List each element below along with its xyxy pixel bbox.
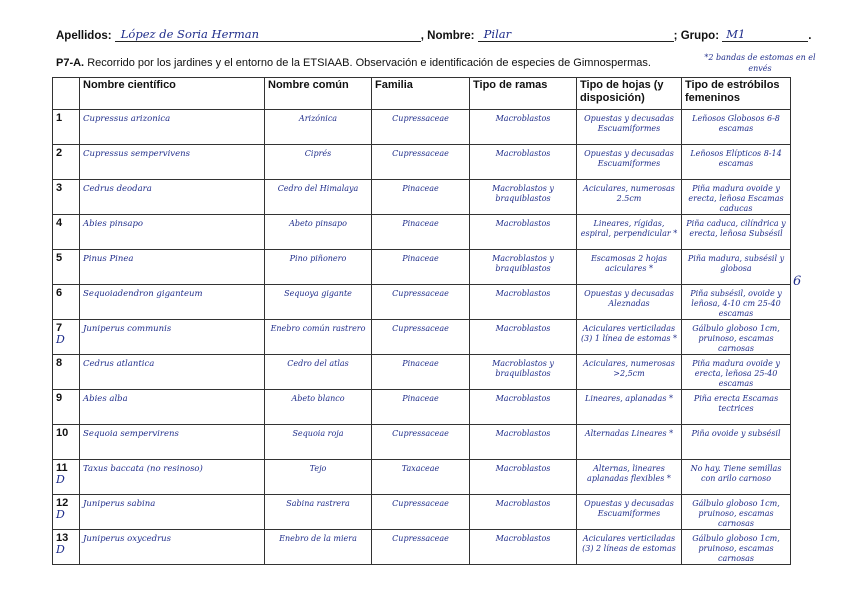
table-row	[53, 145, 791, 180]
common-name-cell[interactable]: Pino piñonero	[265, 250, 372, 285]
row-number-cell	[53, 425, 80, 460]
col-header-common: Nombre común	[265, 78, 372, 110]
row-number: 1	[56, 112, 63, 124]
common-name-cell[interactable]: Enebro común rastrero	[265, 320, 372, 355]
row-number: 2	[56, 147, 63, 159]
family-cell[interactable]: Pinaceae	[372, 250, 470, 285]
common-name-cell[interactable]: Enebro de la miera	[265, 530, 372, 565]
apellidos-field[interactable]: López de Soria Herman	[115, 27, 421, 42]
row-number: 7	[56, 322, 63, 334]
leaf-type-cell[interactable]: Opuestas y decusadas Escuamiformes	[577, 110, 682, 145]
family-cell[interactable]: Cupressaceae	[372, 320, 470, 355]
row-number: 5	[56, 252, 63, 264]
row-number-cell	[53, 145, 80, 180]
cone-type-cell[interactable]: Piña madura, subsésil y globosa	[682, 250, 791, 285]
scientific-name-cell[interactable]: Abies alba	[80, 390, 265, 425]
table-row	[53, 530, 791, 565]
row-number-cell	[53, 355, 80, 390]
row-number-cell	[53, 390, 80, 425]
scientific-name-cell[interactable]: Cedrus deodara	[80, 180, 265, 215]
branch-type-cell[interactable]: Macroblastos	[470, 495, 577, 530]
scientific-name-cell[interactable]: Cupressus arizonica	[80, 110, 265, 145]
row-number: 13	[56, 532, 69, 544]
scientific-name-cell[interactable]: Abies pinsapo	[80, 215, 265, 250]
nombre-field[interactable]: Pilar	[478, 27, 674, 42]
grupo-field[interactable]: M1	[722, 27, 808, 42]
leaf-type-cell[interactable]: Opuestas y decusadas Aleznadas	[577, 285, 682, 320]
leaf-type-cell[interactable]: Opuestas y decusadas Escuamiformes	[577, 145, 682, 180]
branch-type-cell[interactable]: Macroblastos	[470, 145, 577, 180]
common-name-cell[interactable]: Arizónica	[265, 110, 372, 145]
table-row	[53, 320, 791, 355]
scientific-name-cell[interactable]: Taxus baccata (no resinoso)	[80, 460, 265, 495]
branch-type-cell[interactable]: Macroblastos y braquiblastos	[470, 355, 577, 390]
student-header	[56, 27, 811, 42]
cone-type-cell[interactable]: Leñosos Elípticos 8-14 escamas	[682, 145, 791, 180]
col-header-leaves: Tipo de hojas (y disposición)	[577, 78, 682, 110]
branch-type-cell[interactable]: Macroblastos	[470, 460, 577, 495]
cone-type-cell[interactable]: Gálbulo globoso 1cm, pruinoso, escamas carnosas	[682, 495, 791, 530]
handwritten-note: *2 bandas de estomas en el envés	[704, 53, 816, 73]
col-header-num	[53, 78, 80, 110]
branch-type-cell[interactable]: Macroblastos y braquiblastos	[470, 180, 577, 215]
common-name-cell[interactable]: Abeto blanco	[265, 390, 372, 425]
row-number: 11	[56, 462, 68, 474]
common-name-cell[interactable]: Sabina rastrera	[265, 495, 372, 530]
cone-type-cell[interactable]: Gálbulo globoso 1cm, pruinoso, escamas carnosas	[682, 320, 791, 355]
cone-type-cell[interactable]: Piña caduca, cilíndrica y erecta, leñosa Subsésil	[682, 215, 791, 250]
row-mark: D	[56, 473, 65, 486]
scientific-name-cell[interactable]: Juniperus communis	[80, 320, 265, 355]
leaf-type-cell[interactable]: Lineares, rígidas, espiral, perpendicular *	[577, 215, 682, 250]
table-row	[53, 110, 791, 145]
row-number-cell	[53, 250, 80, 285]
common-name-cell[interactable]: Cedro del Himalaya	[265, 180, 372, 215]
family-cell[interactable]: Taxaceae	[372, 460, 470, 495]
scientific-name-cell[interactable]: Cupressus sempervivens	[80, 145, 265, 180]
cone-type-cell[interactable]: Piña ovoide y subsésil	[682, 425, 791, 460]
row-number: 8	[56, 357, 63, 369]
row-number-cell	[53, 530, 80, 565]
practice-title	[56, 57, 651, 69]
row-number-cell	[53, 110, 80, 145]
leaf-type-cell[interactable]: Aciculares, numerosas 2.5cm	[577, 180, 682, 215]
row-number: 3	[56, 182, 63, 194]
branch-type-cell[interactable]: Macroblastos	[470, 530, 577, 565]
cone-type-cell[interactable]: Leñosos Globosos 6-8 escamas	[682, 110, 791, 145]
cone-type-cell[interactable]: Piña erecta Escamas tectrices	[682, 390, 791, 425]
table-row	[53, 250, 791, 285]
common-name-cell[interactable]: Ciprés	[265, 145, 372, 180]
family-cell[interactable]: Cupressaceae	[372, 495, 470, 530]
row-number: 10	[56, 427, 69, 439]
leaf-type-cell[interactable]: Aciculares verticiladas (3) 1 línea de estomas *	[577, 320, 682, 355]
row-number-cell	[53, 495, 80, 530]
common-name-cell[interactable]: Sequoia roja	[265, 425, 372, 460]
branch-type-cell[interactable]: Macroblastos	[470, 285, 577, 320]
family-cell[interactable]: Cupressaceae	[372, 530, 470, 565]
scientific-name-cell[interactable]: Cedrus atlantica	[80, 355, 265, 390]
family-cell[interactable]: Pinaceae	[372, 180, 470, 215]
leaf-type-cell[interactable]: Alternadas Lineares *	[577, 425, 682, 460]
leaf-type-cell[interactable]: Alternas, lineares aplanadas flexibles *	[577, 460, 682, 495]
table-header-row	[53, 78, 791, 110]
table-row	[53, 495, 791, 530]
branch-type-cell[interactable]: Macroblastos	[470, 215, 577, 250]
branch-type-cell[interactable]: Macroblastos	[470, 390, 577, 425]
family-cell[interactable]: Pinaceae	[372, 355, 470, 390]
cone-type-cell[interactable]: No hay. Tiene semillas con arilo carnoso	[682, 460, 791, 495]
family-cell[interactable]: Pinaceae	[372, 215, 470, 250]
family-cell[interactable]: Cupressaceae	[372, 145, 470, 180]
row-number-cell	[53, 215, 80, 250]
col-header-scientific: Nombre científico	[80, 78, 265, 110]
row-number: 12	[56, 497, 69, 509]
col-header-branches: Tipo de ramas	[470, 78, 577, 110]
leaf-type-cell[interactable]: Aciculares, numerosas >2,5cm	[577, 355, 682, 390]
table-row	[53, 425, 791, 460]
practice-description: Recorrido por los jardines y el entorno de la ETSIAAB. Observación e identificación de especies de Gimnospermas.	[87, 57, 651, 69]
row-number: 9	[56, 392, 63, 404]
row-number-cell	[53, 320, 80, 355]
common-name-cell[interactable]: Tejo	[265, 460, 372, 495]
branch-type-cell[interactable]: Macroblastos	[470, 110, 577, 145]
common-name-cell[interactable]: Cedro del atlas	[265, 355, 372, 390]
scientific-name-cell[interactable]: Juniperus sabina	[80, 495, 265, 530]
family-cell[interactable]: Cupressaceae	[372, 425, 470, 460]
grupo-end: .	[808, 30, 812, 42]
apellidos-label: Apellidos:	[56, 30, 112, 42]
row-mark: D	[56, 508, 65, 521]
row-number: 6	[56, 287, 63, 299]
scientific-name-cell[interactable]: Pinus Pinea	[80, 250, 265, 285]
leaf-type-cell[interactable]: Lineares, aplanadas *	[577, 390, 682, 425]
grupo-label: ; Grupo:	[673, 30, 720, 42]
family-cell[interactable]: Pinaceae	[372, 390, 470, 425]
table-row	[53, 460, 791, 495]
leaf-type-cell[interactable]: Aciculares verticiladas (3) 2 líneas de estomas	[577, 530, 682, 565]
table-row	[53, 355, 791, 390]
common-name-cell[interactable]: Abeto pinsapo	[265, 215, 372, 250]
table-row	[53, 215, 791, 250]
row-number-cell	[53, 180, 80, 215]
branch-type-cell[interactable]: Macroblastos	[470, 425, 577, 460]
row-number: 4	[56, 217, 63, 229]
cone-type-cell[interactable]: Piña subsésil, ovoide y leñosa, 4-10 cm 25-40 escamas	[682, 285, 791, 320]
leaf-type-cell[interactable]: Escamosas 2 hojas aciculares *	[577, 250, 682, 285]
col-header-family: Familia	[372, 78, 470, 110]
practice-code: P7-A.	[56, 57, 85, 69]
scientific-name-cell[interactable]: Juniperus oxycedrus	[80, 530, 265, 565]
side-mark: 6	[793, 274, 802, 289]
row-mark: D	[56, 543, 65, 556]
leaf-type-cell[interactable]: Opuestas y decusadas Escuamiformes	[577, 495, 682, 530]
table-row	[53, 285, 791, 320]
branch-type-cell[interactable]: Macroblastos y braquiblastos	[470, 250, 577, 285]
table-row	[53, 390, 791, 425]
scientific-name-cell[interactable]: Sequoiadendron giganteum	[80, 285, 265, 320]
branch-type-cell[interactable]: Macroblastos	[470, 320, 577, 355]
scientific-name-cell[interactable]: Sequoia sempervirens	[80, 425, 265, 460]
nombre-label: , Nombre:	[420, 30, 475, 42]
row-mark: D	[56, 333, 65, 346]
col-header-cones: Tipo de estróbilos femeninos	[682, 78, 791, 110]
species-table	[52, 77, 791, 565]
row-number-cell	[53, 285, 80, 320]
family-cell[interactable]: Cupressaceae	[372, 110, 470, 145]
cone-type-cell[interactable]: Piña madura ovoide y erecta, leñosa 25-40 escamas	[682, 355, 791, 390]
common-name-cell[interactable]: Sequoya gigante	[265, 285, 372, 320]
cone-type-cell[interactable]: Gálbulo globoso 1cm, pruinoso, escamas carnosas	[682, 530, 791, 565]
row-number-cell	[53, 460, 80, 495]
table-row	[53, 180, 791, 215]
family-cell[interactable]: Cupressaceae	[372, 285, 470, 320]
cone-type-cell[interactable]: Piña madura ovoide y erecta, leñosa Escamas caducas	[682, 180, 791, 215]
